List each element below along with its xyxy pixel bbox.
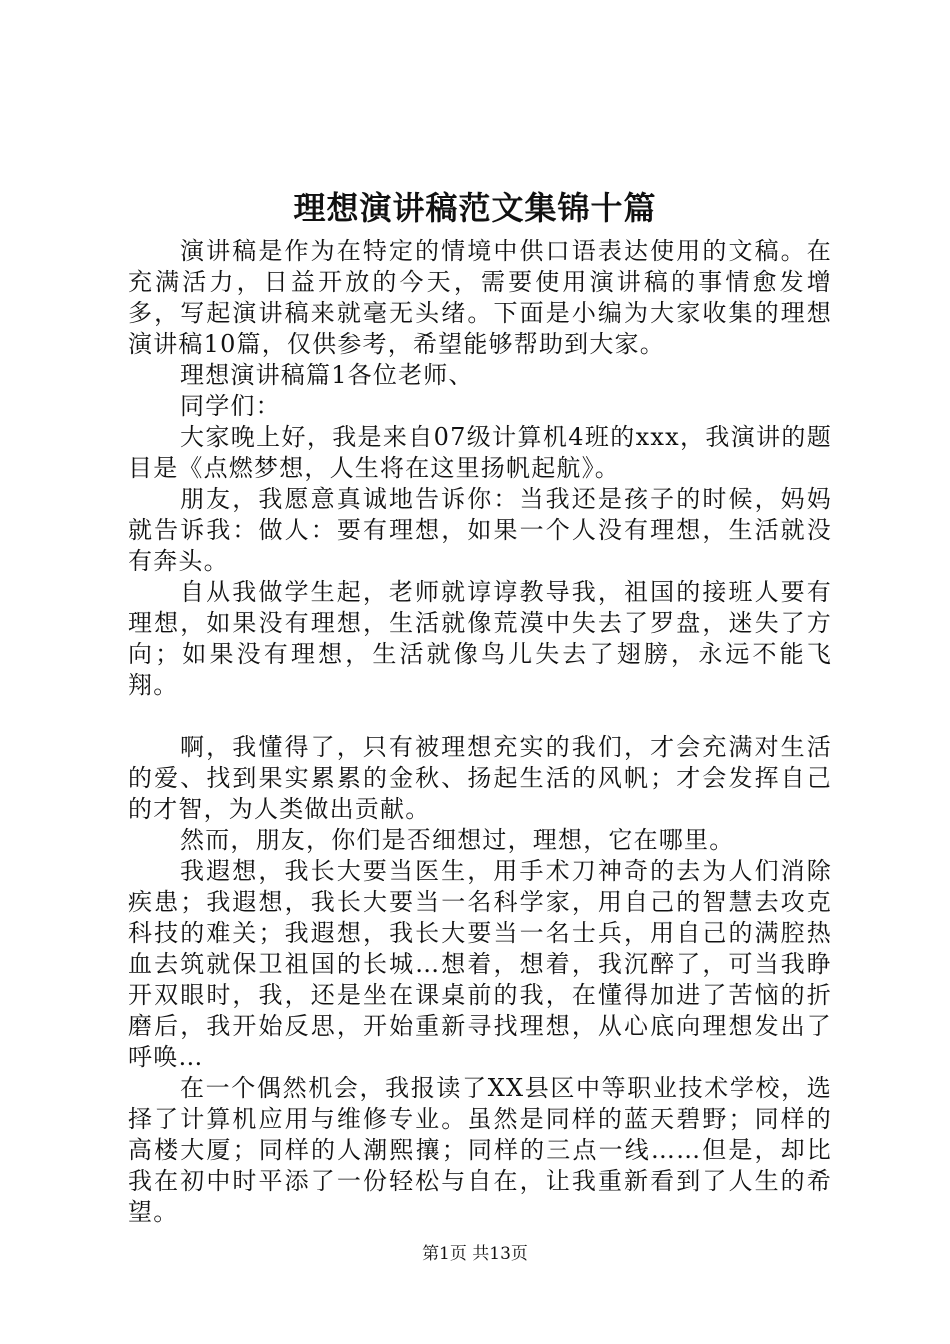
paragraph: 在一个偶然机会，我报读了XX县区中等职业技术学校，选择了计算机应用与维修专业。虽然是同样的蓝天碧野；同样的高楼大厦；同样的人潮熙攘；同样的三点一线……但是，却比我在初中时平添了一份轻松与自在，让我重新看到了人生的希望。 [128, 1074, 832, 1226]
paragraph-speech-heading: 理想演讲稿篇1各位老师、 [180, 361, 474, 389]
document-title: 理想演讲稿范文集锦十篇 [293, 189, 657, 227]
paragraph: 朋友，我愿意真诚地告诉你：当我还是孩子的时候，妈妈就告诉我：做人：要有理想，如果一个人没有理想，生活就没有奔头。 [128, 485, 832, 575]
paragraph: 大家晚上好，我是来自07级计算机4班的xxx，我演讲的题目是《点燃梦想，人生将在这里扬帆起航》。 [128, 423, 832, 482]
paragraph: 啊，我懂得了，只有被理想充实的我们，才会充满对生活的爱、找到果实累累的金秋、扬起生活的风帆；才会发挥自己的才智，为人类做出贡献。 [128, 733, 832, 823]
document-body [128, 236, 832, 1228]
paragraph-greeting: 同学们： [180, 392, 281, 420]
paragraph: 自从我做学生起，老师就谆谆教导我，祖国的接班人要有理想，如果没有理想，生活就像荒漠中失去了罗盘，迷失了方向；如果没有理想，生活就像鸟儿失去了翅膀，永远不能飞翔。 [128, 578, 832, 699]
paragraph: 我遐想，我长大要当医生，用手术刀神奇的去为人们消除疾患；我遐想，我长大要当一名科学家，用自己的智慧去攻克科技的难关；我遐想，我长大要当一名士兵，用自己的满腔热血去筑就保卫祖国的长城…想着，想着，我沉醉了，可当我睁开双眼时，我，还是坐在课桌前的我，在懂得加进了苦恼的折磨后，我开始反思，开始重新寻找理想，从心底向理想发出了呼唤… [128, 857, 832, 1071]
paragraph-intro: 演讲稿是作为在特定的情境中供口语表达使用的文稿。在充满活力，日益开放的今天，需要使用演讲稿的事情愈发增多，写起演讲稿来就毫无头绪。下面是小编为大家收集的理想演讲稿10篇，仅供参考，希望能够帮助到大家。 [128, 237, 832, 358]
page-number-footer: 第1页 共13页 [422, 1244, 528, 1264]
paragraph: 然而，朋友，你们是否细想过，理想，它在哪里。 [180, 826, 735, 854]
